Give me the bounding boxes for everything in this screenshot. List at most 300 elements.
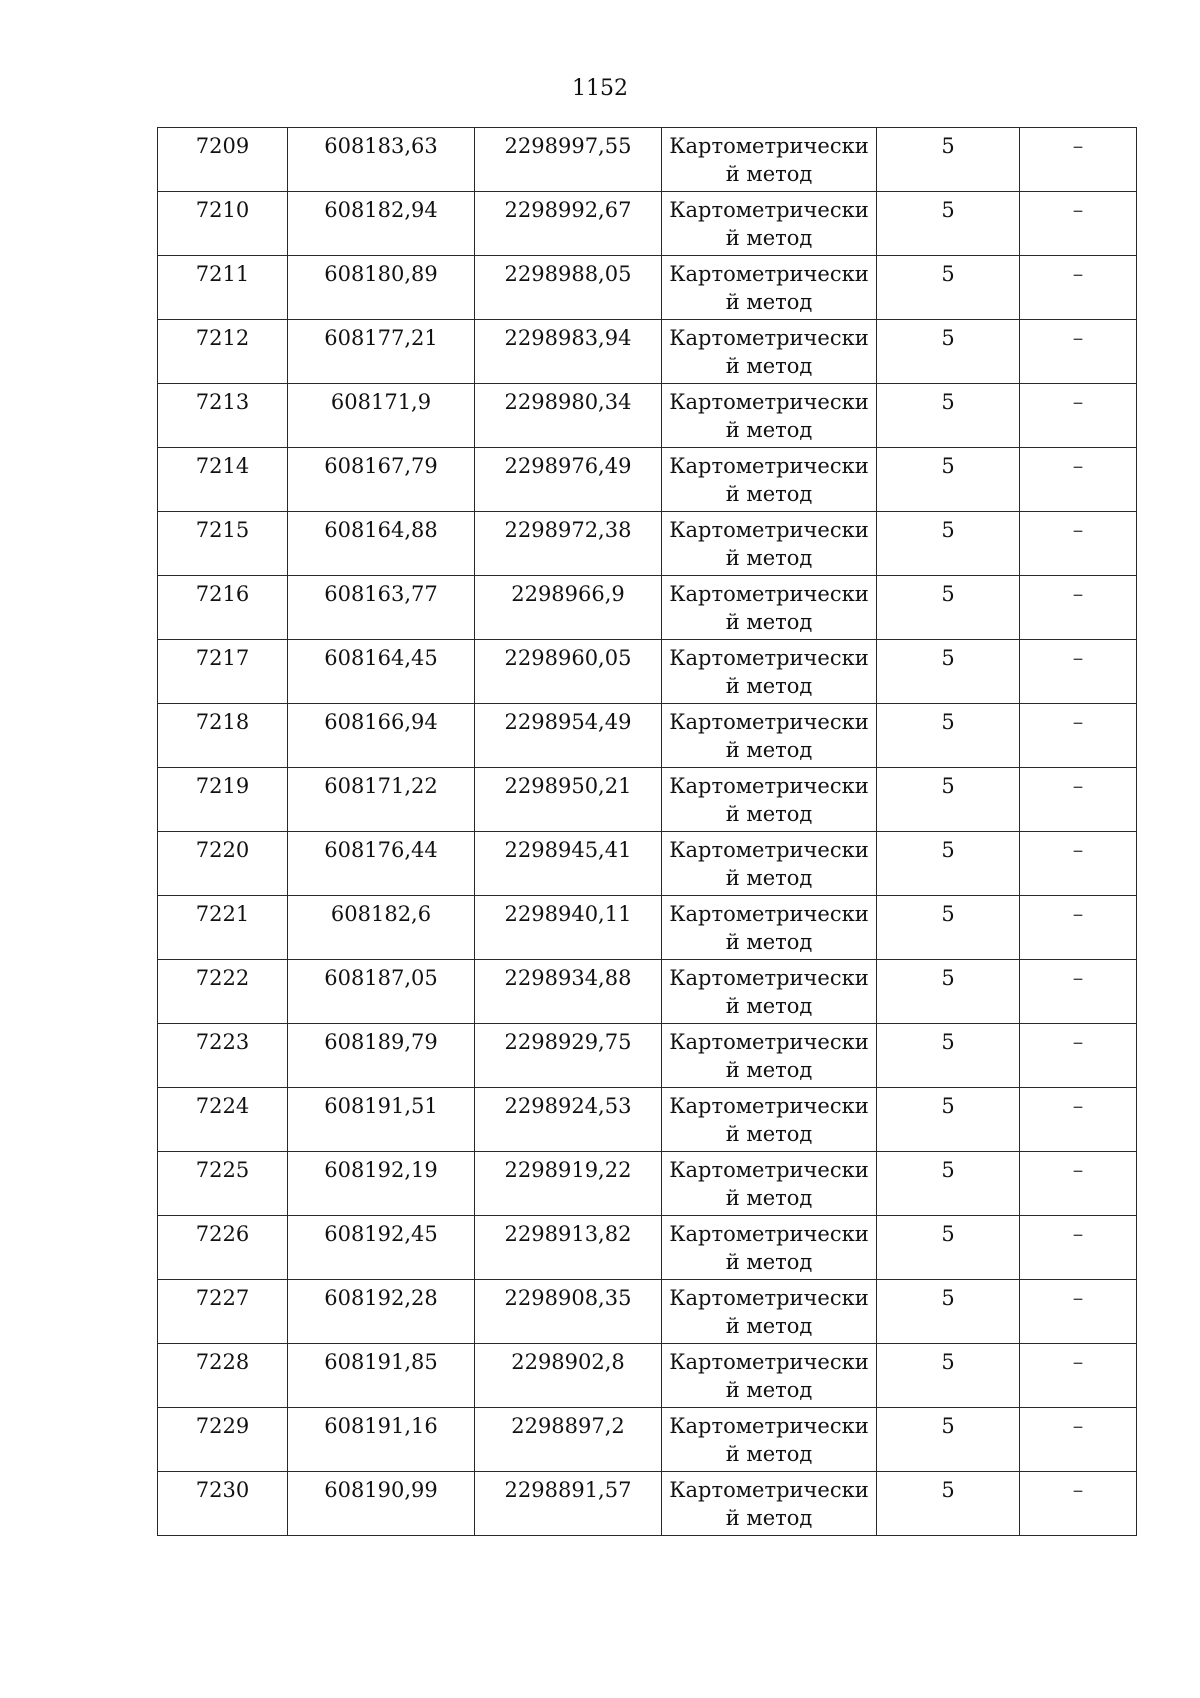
point-number-text: 7216 — [195, 582, 250, 606]
accuracy-text: 5 — [941, 518, 955, 542]
accuracy-text: 5 — [941, 1158, 955, 1182]
accuracy-text: 5 — [941, 326, 955, 350]
method-text — [666, 640, 872, 700]
note-text: – — [1072, 1158, 1084, 1182]
method-text — [666, 448, 872, 508]
point-number-cell — [158, 384, 288, 448]
x-coordinate-cell — [288, 768, 475, 832]
method-line-1: Картометрически — [669, 1030, 869, 1054]
method-line-2: й метод — [725, 1058, 813, 1082]
y-coordinate-cell — [475, 704, 662, 768]
accuracy-text: 5 — [941, 1094, 955, 1118]
method-cell — [662, 192, 877, 256]
point-number-text: 7210 — [195, 198, 250, 222]
x-coordinate-cell — [288, 896, 475, 960]
y-coordinate-text: 2298913,82 — [504, 1222, 632, 1246]
coordinates-table-body — [158, 128, 1137, 1536]
accuracy-cell — [877, 192, 1020, 256]
point-number-text: 7228 — [195, 1350, 250, 1374]
y-coordinate-text: 2298945,41 — [504, 838, 632, 862]
accuracy-text: 5 — [941, 1350, 955, 1374]
x-coordinate-cell — [288, 1216, 475, 1280]
note-text: – — [1072, 1030, 1084, 1054]
method-cell — [662, 1088, 877, 1152]
method-text — [666, 1024, 872, 1084]
accuracy-text: 5 — [941, 774, 955, 798]
method-line-1: Картометрически — [669, 1286, 869, 1310]
note-cell — [1020, 1280, 1137, 1344]
method-line-1: Картометрически — [669, 1094, 869, 1118]
method-line-2: й метод — [725, 1314, 813, 1338]
y-coordinate-text: 2298940,11 — [504, 902, 632, 926]
note-text: – — [1072, 1286, 1084, 1310]
x-coordinate-text: 608191,51 — [324, 1094, 438, 1118]
point-number-cell — [158, 256, 288, 320]
note-text: – — [1072, 390, 1084, 414]
accuracy-text: 5 — [941, 966, 955, 990]
x-coordinate-cell — [288, 1408, 475, 1472]
x-coordinate-text: 608189,79 — [324, 1030, 438, 1054]
table-row — [158, 448, 1137, 512]
method-text — [666, 576, 872, 636]
x-coordinate-text: 608180,89 — [324, 262, 438, 286]
y-coordinate-cell — [475, 192, 662, 256]
method-line-1: Картометрически — [669, 1158, 869, 1182]
note-cell — [1020, 1216, 1137, 1280]
x-coordinate-text: 608177,21 — [324, 326, 438, 350]
x-coordinate-cell — [288, 576, 475, 640]
method-line-1: Картометрически — [669, 1222, 869, 1246]
x-coordinate-text: 608187,05 — [324, 966, 438, 990]
method-text — [666, 1280, 872, 1340]
table-row — [158, 896, 1137, 960]
y-coordinate-text: 2298950,21 — [504, 774, 632, 798]
note-text: – — [1072, 838, 1084, 862]
method-line-2: й метод — [725, 226, 813, 250]
y-coordinate-cell — [475, 320, 662, 384]
note-cell — [1020, 384, 1137, 448]
y-coordinate-cell — [475, 1088, 662, 1152]
point-number-cell — [158, 1088, 288, 1152]
point-number-cell — [158, 1280, 288, 1344]
y-coordinate-text: 2298976,49 — [504, 454, 632, 478]
x-coordinate-cell — [288, 128, 475, 192]
method-cell — [662, 1472, 877, 1536]
accuracy-text: 5 — [941, 838, 955, 862]
x-coordinate-text: 608192,45 — [324, 1222, 438, 1246]
accuracy-cell — [877, 576, 1020, 640]
table-row — [158, 768, 1137, 832]
point-number-cell — [158, 448, 288, 512]
method-cell — [662, 1408, 877, 1472]
accuracy-text: 5 — [941, 646, 955, 670]
method-text — [666, 192, 872, 252]
method-text — [666, 1088, 872, 1148]
y-coordinate-cell — [475, 832, 662, 896]
x-coordinate-cell — [288, 1280, 475, 1344]
accuracy-cell — [877, 1408, 1020, 1472]
method-line-1: Картометрически — [669, 198, 869, 222]
x-coordinate-cell — [288, 960, 475, 1024]
y-coordinate-text: 2298983,94 — [504, 326, 632, 350]
point-number-text: 7213 — [195, 390, 250, 414]
table-row — [158, 192, 1137, 256]
method-text — [666, 512, 872, 572]
note-cell — [1020, 1344, 1137, 1408]
y-coordinate-cell — [475, 960, 662, 1024]
x-coordinate-text: 608163,77 — [324, 582, 438, 606]
method-line-2: й метод — [725, 482, 813, 506]
accuracy-text: 5 — [941, 1478, 955, 1502]
method-line-2: й метод — [725, 610, 813, 634]
note-text: – — [1072, 966, 1084, 990]
note-cell — [1020, 1408, 1137, 1472]
y-coordinate-text: 2298960,05 — [504, 646, 632, 670]
note-cell — [1020, 960, 1137, 1024]
note-text: – — [1072, 262, 1084, 286]
y-coordinate-cell — [475, 1280, 662, 1344]
y-coordinate-text: 2298919,22 — [504, 1158, 632, 1182]
x-coordinate-text: 608171,22 — [324, 774, 438, 798]
x-coordinate-cell — [288, 832, 475, 896]
accuracy-cell — [877, 1152, 1020, 1216]
method-cell — [662, 768, 877, 832]
point-number-text: 7220 — [195, 838, 250, 862]
method-text — [666, 1152, 872, 1212]
y-coordinate-cell — [475, 1024, 662, 1088]
note-text: – — [1072, 326, 1084, 350]
point-number-text: 7219 — [195, 774, 250, 798]
y-coordinate-cell — [475, 1216, 662, 1280]
method-cell — [662, 896, 877, 960]
method-text — [666, 704, 872, 764]
x-coordinate-cell — [288, 1088, 475, 1152]
point-number-text: 7214 — [195, 454, 250, 478]
x-coordinate-text: 608192,28 — [324, 1286, 438, 1310]
point-number-cell — [158, 896, 288, 960]
x-coordinate-cell — [288, 1152, 475, 1216]
note-cell — [1020, 896, 1137, 960]
table-row — [158, 384, 1137, 448]
x-coordinate-cell — [288, 448, 475, 512]
method-text — [666, 256, 872, 316]
method-line-2: й метод — [725, 802, 813, 826]
method-line-2: й метод — [725, 162, 813, 186]
y-coordinate-text: 2298992,67 — [504, 198, 632, 222]
y-coordinate-text: 2298966,9 — [511, 582, 625, 606]
method-line-2: й метод — [725, 1250, 813, 1274]
point-number-cell — [158, 768, 288, 832]
note-cell — [1020, 640, 1137, 704]
x-coordinate-text: 608182,6 — [330, 902, 432, 926]
point-number-cell — [158, 512, 288, 576]
y-coordinate-cell — [475, 256, 662, 320]
x-coordinate-text: 608190,99 — [324, 1478, 438, 1502]
table-row — [158, 128, 1137, 192]
note-cell — [1020, 832, 1137, 896]
accuracy-text: 5 — [941, 1414, 955, 1438]
y-coordinate-text: 2298972,38 — [504, 518, 632, 542]
table-row — [158, 320, 1137, 384]
point-number-cell — [158, 640, 288, 704]
note-text: – — [1072, 1414, 1084, 1438]
point-number-text: 7221 — [195, 902, 250, 926]
y-coordinate-cell — [475, 1472, 662, 1536]
method-line-1: Картометрически — [669, 134, 869, 158]
accuracy-text: 5 — [941, 710, 955, 734]
y-coordinate-cell — [475, 640, 662, 704]
method-line-1: Картометрически — [669, 646, 869, 670]
y-coordinate-cell — [475, 768, 662, 832]
point-number-cell — [158, 832, 288, 896]
note-cell — [1020, 768, 1137, 832]
y-coordinate-cell — [475, 1344, 662, 1408]
y-coordinate-cell — [475, 576, 662, 640]
method-text — [666, 128, 872, 188]
method-line-2: й метод — [725, 994, 813, 1018]
table-row — [158, 832, 1137, 896]
accuracy-cell — [877, 512, 1020, 576]
x-coordinate-text: 608191,85 — [324, 1350, 438, 1374]
method-line-2: й метод — [725, 418, 813, 442]
table-row — [158, 1216, 1137, 1280]
accuracy-cell — [877, 960, 1020, 1024]
point-number-cell — [158, 1408, 288, 1472]
accuracy-cell — [877, 448, 1020, 512]
accuracy-text: 5 — [941, 1286, 955, 1310]
y-coordinate-text: 2298934,88 — [504, 966, 632, 990]
method-line-1: Картометрически — [669, 838, 869, 862]
accuracy-cell — [877, 1088, 1020, 1152]
note-cell — [1020, 1088, 1137, 1152]
point-number-cell — [158, 576, 288, 640]
note-text: – — [1072, 198, 1084, 222]
table-row — [158, 1024, 1137, 1088]
note-text: – — [1072, 1222, 1084, 1246]
y-coordinate-text: 2298980,34 — [504, 390, 632, 414]
note-text: – — [1072, 774, 1084, 798]
method-line-1: Картометрически — [669, 1478, 869, 1502]
method-cell — [662, 1344, 877, 1408]
x-coordinate-text: 608171,9 — [330, 390, 432, 414]
y-coordinate-text: 2298897,2 — [511, 1414, 625, 1438]
point-number-text: 7215 — [195, 518, 250, 542]
y-coordinate-text: 2298902,8 — [511, 1350, 625, 1374]
accuracy-text: 5 — [941, 582, 955, 606]
x-coordinate-text: 608182,94 — [324, 198, 438, 222]
point-number-cell — [158, 704, 288, 768]
note-text: – — [1072, 1094, 1084, 1118]
accuracy-cell — [877, 1472, 1020, 1536]
note-text: – — [1072, 710, 1084, 734]
method-line-2: й метод — [725, 674, 813, 698]
note-text: – — [1072, 518, 1084, 542]
y-coordinate-cell — [475, 512, 662, 576]
note-cell — [1020, 512, 1137, 576]
point-number-text: 7224 — [195, 1094, 250, 1118]
y-coordinate-cell — [475, 1152, 662, 1216]
note-text: – — [1072, 646, 1084, 670]
method-line-2: й метод — [725, 546, 813, 570]
point-number-cell — [158, 192, 288, 256]
table-row — [158, 704, 1137, 768]
method-text — [666, 320, 872, 380]
note-cell — [1020, 128, 1137, 192]
x-coordinate-text: 608164,45 — [324, 646, 438, 670]
accuracy-cell — [877, 832, 1020, 896]
method-cell — [662, 128, 877, 192]
method-text — [666, 960, 872, 1020]
method-line-2: й метод — [725, 290, 813, 314]
table-row — [158, 576, 1137, 640]
table-row — [158, 640, 1137, 704]
accuracy-text: 5 — [941, 1222, 955, 1246]
note-text: – — [1072, 1478, 1084, 1502]
accuracy-cell — [877, 640, 1020, 704]
accuracy-text: 5 — [941, 1030, 955, 1054]
method-line-1: Картометрически — [669, 390, 869, 414]
x-coordinate-cell — [288, 384, 475, 448]
y-coordinate-cell — [475, 1408, 662, 1472]
method-text — [666, 768, 872, 828]
point-number-text: 7211 — [195, 262, 250, 286]
method-text — [666, 1216, 872, 1276]
y-coordinate-text: 2298988,05 — [504, 262, 632, 286]
note-cell — [1020, 192, 1137, 256]
note-cell — [1020, 1472, 1137, 1536]
method-cell — [662, 640, 877, 704]
accuracy-cell — [877, 320, 1020, 384]
point-number-cell — [158, 960, 288, 1024]
accuracy-cell — [877, 256, 1020, 320]
point-number-text: 7227 — [195, 1286, 250, 1310]
point-number-text: 7226 — [195, 1222, 250, 1246]
x-coordinate-cell — [288, 704, 475, 768]
accuracy-cell — [877, 768, 1020, 832]
y-coordinate-text: 2298997,55 — [504, 134, 632, 158]
method-cell — [662, 1024, 877, 1088]
x-coordinate-text: 608192,19 — [324, 1158, 438, 1182]
method-text — [666, 832, 872, 892]
table-row — [158, 1408, 1137, 1472]
method-cell — [662, 448, 877, 512]
method-line-2: й метод — [725, 1442, 813, 1466]
y-coordinate-text: 2298954,49 — [504, 710, 632, 734]
method-line-1: Картометрически — [669, 902, 869, 926]
note-text: – — [1072, 902, 1084, 926]
method-text — [666, 1472, 872, 1532]
x-coordinate-cell — [288, 1472, 475, 1536]
accuracy-cell — [877, 384, 1020, 448]
note-text: – — [1072, 134, 1084, 158]
point-number-text: 7230 — [195, 1478, 250, 1502]
method-line-2: й метод — [725, 738, 813, 762]
note-text: – — [1072, 1350, 1084, 1374]
table-row — [158, 1472, 1137, 1536]
method-line-2: й метод — [725, 1122, 813, 1146]
y-coordinate-text: 2298924,53 — [504, 1094, 632, 1118]
method-line-1: Картометрически — [669, 326, 869, 350]
y-coordinate-text: 2298908,35 — [504, 1286, 632, 1310]
method-cell — [662, 512, 877, 576]
accuracy-text: 5 — [941, 134, 955, 158]
table-row — [158, 960, 1137, 1024]
y-coordinate-cell — [475, 128, 662, 192]
table-row — [158, 1152, 1137, 1216]
method-line-1: Картометрически — [669, 1414, 869, 1438]
accuracy-text: 5 — [941, 198, 955, 222]
point-number-text: 7223 — [195, 1030, 250, 1054]
point-number-text: 7218 — [195, 710, 250, 734]
method-line-2: й метод — [725, 1186, 813, 1210]
method-cell — [662, 320, 877, 384]
method-cell — [662, 384, 877, 448]
method-text — [666, 384, 872, 444]
point-number-text: 7222 — [195, 966, 250, 990]
method-line-1: Картометрически — [669, 774, 869, 798]
method-line-1: Картометрически — [669, 966, 869, 990]
point-number-cell — [158, 320, 288, 384]
note-cell — [1020, 576, 1137, 640]
x-coordinate-text: 608164,88 — [324, 518, 438, 542]
method-line-2: й метод — [725, 866, 813, 890]
x-coordinate-text: 608167,79 — [324, 454, 438, 478]
x-coordinate-cell — [288, 512, 475, 576]
method-text — [666, 1344, 872, 1404]
accuracy-cell — [877, 1280, 1020, 1344]
x-coordinate-cell — [288, 640, 475, 704]
accuracy-text: 5 — [941, 454, 955, 478]
point-number-cell — [158, 1152, 288, 1216]
method-line-1: Картометрически — [669, 518, 869, 542]
note-cell — [1020, 448, 1137, 512]
point-number-text: 7229 — [195, 1414, 250, 1438]
page-number: 1152 — [572, 76, 628, 101]
x-coordinate-text: 608176,44 — [324, 838, 438, 862]
x-coordinate-cell — [288, 256, 475, 320]
method-cell — [662, 832, 877, 896]
method-cell — [662, 960, 877, 1024]
method-cell — [662, 1152, 877, 1216]
accuracy-text: 5 — [941, 390, 955, 414]
method-line-1: Картометрически — [669, 710, 869, 734]
table-row — [158, 256, 1137, 320]
note-cell — [1020, 1152, 1137, 1216]
point-number-text: 7212 — [195, 326, 250, 350]
point-number-cell — [158, 1344, 288, 1408]
accuracy-cell — [877, 704, 1020, 768]
point-number-cell — [158, 1216, 288, 1280]
x-coordinate-cell — [288, 1024, 475, 1088]
method-text — [666, 896, 872, 956]
point-number-cell — [158, 1024, 288, 1088]
note-cell — [1020, 1024, 1137, 1088]
x-coordinate-cell — [288, 320, 475, 384]
table-row — [158, 1344, 1137, 1408]
accuracy-cell — [877, 1024, 1020, 1088]
accuracy-text: 5 — [941, 262, 955, 286]
note-text: – — [1072, 582, 1084, 606]
y-coordinate-text: 2298929,75 — [504, 1030, 632, 1054]
coordinates-table — [157, 127, 1137, 1536]
method-cell — [662, 1280, 877, 1344]
method-cell — [662, 576, 877, 640]
note-cell — [1020, 704, 1137, 768]
x-coordinate-text: 608166,94 — [324, 710, 438, 734]
table-row — [158, 512, 1137, 576]
point-number-cell — [158, 128, 288, 192]
note-cell — [1020, 320, 1137, 384]
